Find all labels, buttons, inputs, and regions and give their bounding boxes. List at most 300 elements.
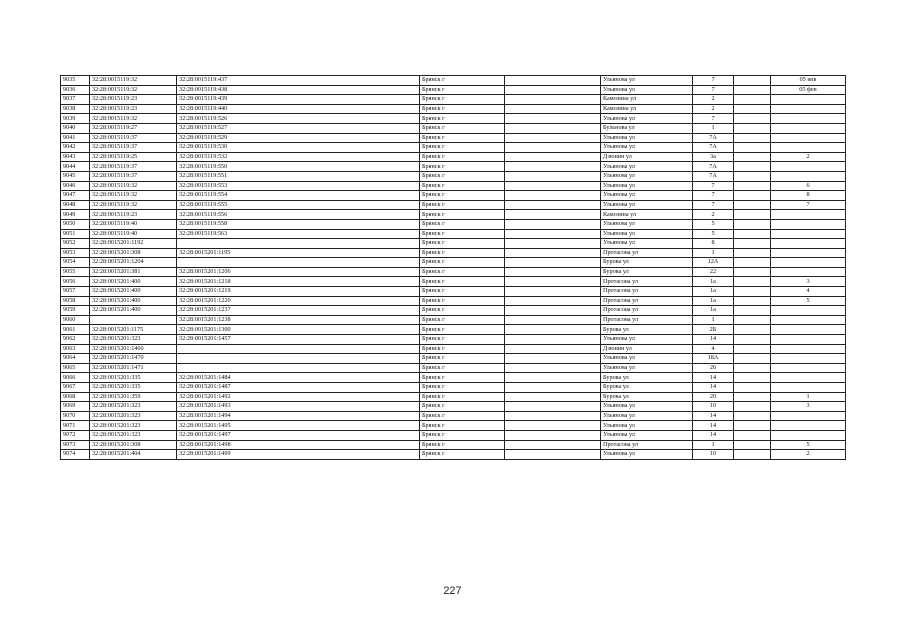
street-cell: Дзюнин ул: [601, 152, 693, 162]
city-cell: Брянск г: [420, 402, 505, 412]
locality-cell: [505, 229, 601, 239]
street-cell: Ульянова ул: [601, 363, 693, 373]
locality-cell: [505, 277, 601, 287]
apartment-cell: [771, 171, 846, 181]
house-number-cell: 3а: [693, 152, 734, 162]
apartment-cell: [771, 373, 846, 383]
row-number-cell: 9056: [61, 277, 90, 287]
building-cell: [734, 325, 771, 335]
city-cell: Брянск г: [420, 200, 505, 210]
row-number-cell: 9071: [61, 421, 90, 431]
cadastral-number-cell: 32:28:0015119:439: [177, 95, 420, 105]
city-cell: Брянск г: [420, 239, 505, 249]
building-cell: [734, 450, 771, 460]
cadastral-number-cell: 32:28:0015119:558: [177, 219, 420, 229]
parent-cadastral-number-cell: 32:28:0015201:323: [90, 421, 177, 431]
table-row: [61, 76, 846, 86]
cadastral-number-cell: 32:28:0015201:1219: [177, 287, 420, 297]
apartment-cell: [771, 306, 846, 316]
row-number-cell: 9040: [61, 123, 90, 133]
parent-cadastral-number-cell: 32:28:0015119:32: [90, 85, 177, 95]
house-number-cell: 26: [693, 363, 734, 373]
locality-cell: [505, 315, 601, 325]
house-number-cell: 14: [693, 430, 734, 440]
parent-cadastral-number-cell: 32:28:0015119:40: [90, 229, 177, 239]
table-row: [61, 325, 846, 335]
row-number-cell: 9035: [61, 76, 90, 86]
row-number-cell: 9042: [61, 143, 90, 153]
house-number-cell: 2: [693, 210, 734, 220]
building-cell: [734, 143, 771, 153]
building-cell: [734, 277, 771, 287]
cadastral-number-cell: 32:28:0015201:1195: [177, 248, 420, 258]
city-cell: Брянск г: [420, 267, 505, 277]
table-row: [61, 133, 846, 143]
building-cell: [734, 210, 771, 220]
apartment-cell: 5: [771, 440, 846, 450]
house-number-cell: 7: [693, 200, 734, 210]
parent-cadastral-number-cell: 32:28:0015201:400: [90, 296, 177, 306]
house-number-cell: 7А: [693, 133, 734, 143]
house-number-cell: 7: [693, 76, 734, 86]
street-cell: Ульянова ул: [601, 162, 693, 172]
street-cell: Ульянова ул: [601, 133, 693, 143]
locality-cell: [505, 123, 601, 133]
row-number-cell: 9039: [61, 114, 90, 124]
street-cell: Бульнова ул: [601, 123, 693, 133]
city-cell: Брянск г: [420, 325, 505, 335]
house-number-cell: 1: [693, 248, 734, 258]
cadastral-number-cell: 32:28:0015201:1484: [177, 373, 420, 383]
table-row: [61, 363, 846, 373]
table-row: [61, 239, 846, 249]
apartment-cell: 5: [771, 296, 846, 306]
street-cell: Камозина ул: [601, 95, 693, 105]
table-row: [61, 210, 846, 220]
row-number-cell: 9049: [61, 210, 90, 220]
cadastral-number-cell: 32:28:0015201:1498: [177, 440, 420, 450]
table-row: [61, 335, 846, 345]
parent-cadastral-number-cell: 32:28:0015201:308: [90, 248, 177, 258]
house-number-cell: 7А: [693, 162, 734, 172]
locality-cell: [505, 344, 601, 354]
street-cell: Ульянова ул: [601, 421, 693, 431]
house-number-cell: 5: [693, 229, 734, 239]
street-cell: Ульянова ул: [601, 114, 693, 124]
apartment-cell: [771, 239, 846, 249]
street-cell: Ульянова ул: [601, 219, 693, 229]
apartment-cell: [771, 248, 846, 258]
row-number-cell: 9062: [61, 335, 90, 345]
locality-cell: [505, 450, 601, 460]
parent-cadastral-number-cell: 32:28:0015119:37: [90, 143, 177, 153]
cadastral-number-cell: 32:28:0015201:1487: [177, 383, 420, 393]
apartment-cell: [771, 315, 846, 325]
building-cell: [734, 248, 771, 258]
table-row: [61, 296, 846, 306]
table-row: [61, 258, 846, 268]
cadastral-number-cell: [177, 354, 420, 364]
city-cell: Брянск г: [420, 421, 505, 431]
locality-cell: [505, 287, 601, 297]
locality-cell: [505, 267, 601, 277]
row-number-cell: 9036: [61, 85, 90, 95]
building-cell: [734, 430, 771, 440]
city-cell: Брянск г: [420, 219, 505, 229]
locality-cell: [505, 239, 601, 249]
city-cell: Брянск г: [420, 229, 505, 239]
house-number-cell: 1а: [693, 296, 734, 306]
parent-cadastral-number-cell: 32:28:0015119:27: [90, 123, 177, 133]
house-number-cell: 20: [693, 392, 734, 402]
table-row: [61, 114, 846, 124]
city-cell: Брянск г: [420, 248, 505, 258]
building-cell: [734, 315, 771, 325]
locality-cell: [505, 191, 601, 201]
house-number-cell: 2: [693, 95, 734, 105]
page-number: 227: [443, 585, 462, 597]
parent-cadastral-number-cell: 32:28:0015201:381: [90, 267, 177, 277]
parent-cadastral-number-cell: 32:28:0015201:404: [90, 450, 177, 460]
row-number-cell: 9070: [61, 411, 90, 421]
building-cell: [734, 219, 771, 229]
locality-cell: [505, 296, 601, 306]
house-number-cell: 7: [693, 181, 734, 191]
city-cell: Брянск г: [420, 392, 505, 402]
apartment-cell: [771, 267, 846, 277]
row-number-cell: 9065: [61, 363, 90, 373]
locality-cell: [505, 306, 601, 316]
row-number-cell: 9050: [61, 219, 90, 229]
row-number-cell: 9045: [61, 171, 90, 181]
cadastral-number-cell: 32:28:0015201:1497: [177, 430, 420, 440]
cadastral-number-cell: 32:28:0015119:551: [177, 171, 420, 181]
row-number-cell: 9047: [61, 191, 90, 201]
cadastral-number-cell: 32:28:0015119:550: [177, 162, 420, 172]
house-number-cell: 7: [693, 85, 734, 95]
building-cell: [734, 296, 771, 306]
row-number-cell: 9037: [61, 95, 90, 105]
apartment-cell: 3: [771, 277, 846, 287]
building-cell: [734, 181, 771, 191]
parent-cadastral-number-cell: 32:28:0015119:23: [90, 95, 177, 105]
house-number-cell: 10: [693, 450, 734, 460]
city-cell: Брянск г: [420, 344, 505, 354]
locality-cell: [505, 95, 601, 105]
city-cell: Брянск г: [420, 363, 505, 373]
building-cell: [734, 76, 771, 86]
house-number-cell: 10: [693, 402, 734, 412]
cadastral-number-cell: 32:28:0015201:1237: [177, 306, 420, 316]
street-cell: Дзюнин ул: [601, 344, 693, 354]
row-number-cell: 9068: [61, 392, 90, 402]
building-cell: [734, 95, 771, 105]
apartment-cell: [771, 210, 846, 220]
apartment-cell: 4: [771, 287, 846, 297]
cadastral-number-cell: 32:28:0015201:1218: [177, 277, 420, 287]
city-cell: Брянск г: [420, 383, 505, 393]
locality-cell: [505, 143, 601, 153]
apartment-cell: [771, 258, 846, 268]
row-number-cell: 9066: [61, 373, 90, 383]
street-cell: Ульянова ул: [601, 402, 693, 412]
locality-cell: [505, 85, 601, 95]
street-cell: Протасова ул: [601, 277, 693, 287]
street-cell: Камозина ул: [601, 210, 693, 220]
city-cell: Брянск г: [420, 133, 505, 143]
parent-cadastral-number-cell: 32:28:0015119:25: [90, 152, 177, 162]
building-cell: [734, 114, 771, 124]
building-cell: [734, 123, 771, 133]
city-cell: Брянск г: [420, 114, 505, 124]
parent-cadastral-number-cell: 32:28:0015119:32: [90, 191, 177, 201]
house-number-cell: 7: [693, 114, 734, 124]
building-cell: [734, 392, 771, 402]
apartment-cell: [771, 344, 846, 354]
city-cell: Брянск г: [420, 95, 505, 105]
parent-cadastral-number-cell: 32:28:0015201:323: [90, 411, 177, 421]
city-cell: Брянск г: [420, 354, 505, 364]
table-row: [61, 229, 846, 239]
table-row: [61, 162, 846, 172]
cadastral-number-cell: 32:28:0015119:530: [177, 143, 420, 153]
cadastral-number-cell: 32:28:0015119:438: [177, 85, 420, 95]
parent-cadastral-number-cell: 32:28:0015201:1470: [90, 354, 177, 364]
house-number-cell: 4: [693, 344, 734, 354]
city-cell: Брянск г: [420, 296, 505, 306]
row-number-cell: 9053: [61, 248, 90, 258]
cadastral-number-cell: 32:28:0015201:1220: [177, 296, 420, 306]
apartment-cell: [771, 325, 846, 335]
table-row: [61, 181, 846, 191]
apartment-cell: 2: [771, 450, 846, 460]
building-cell: [734, 258, 771, 268]
building-cell: [734, 287, 771, 297]
locality-cell: [505, 421, 601, 431]
row-number-cell: 9064: [61, 354, 90, 364]
locality-cell: [505, 411, 601, 421]
cadastral-number-cell: 32:28:0015119:527: [177, 123, 420, 133]
street-cell: Бурова ул: [601, 267, 693, 277]
street-cell: Ульянова ул: [601, 229, 693, 239]
house-number-cell: 12А: [693, 258, 734, 268]
city-cell: Брянск г: [420, 315, 505, 325]
parent-cadastral-number-cell: 32:28:0015201:1471: [90, 363, 177, 373]
street-cell: Ульянова ул: [601, 181, 693, 191]
locality-cell: [505, 335, 601, 345]
cadastral-number-cell: 32:28:0015119:553: [177, 181, 420, 191]
table-row: [61, 315, 846, 325]
cadastral-number-cell: 32:28:0015119:529: [177, 133, 420, 143]
row-number-cell: 9063: [61, 344, 90, 354]
parent-cadastral-number-cell: 32:28:0015119:23: [90, 104, 177, 114]
locality-cell: [505, 440, 601, 450]
table-row: [61, 171, 846, 181]
table-row: [61, 430, 846, 440]
street-cell: Бурова ул: [601, 383, 693, 393]
locality-cell: [505, 219, 601, 229]
locality-cell: [505, 430, 601, 440]
table-row: [61, 267, 846, 277]
apartment-cell: [771, 354, 846, 364]
house-number-cell: 14: [693, 411, 734, 421]
cadastral-number-cell: [177, 258, 420, 268]
city-cell: Брянск г: [420, 162, 505, 172]
table-row: [61, 143, 846, 153]
city-cell: Брянск г: [420, 450, 505, 460]
apartment-cell: 05 янв: [771, 76, 846, 86]
cadastral-number-cell: 32:28:0015201:1495: [177, 421, 420, 431]
cadastral-number-cell: 32:28:0015201:1492: [177, 392, 420, 402]
building-cell: [734, 373, 771, 383]
locality-cell: [505, 248, 601, 258]
city-cell: Брянск г: [420, 287, 505, 297]
apartment-cell: [771, 162, 846, 172]
row-number-cell: 9051: [61, 229, 90, 239]
locality-cell: [505, 325, 601, 335]
row-number-cell: 9067: [61, 383, 90, 393]
table-row: [61, 277, 846, 287]
apartment-cell: [771, 143, 846, 153]
locality-cell: [505, 258, 601, 268]
row-number-cell: 9038: [61, 104, 90, 114]
apartment-cell: [771, 114, 846, 124]
building-cell: [734, 335, 771, 345]
city-cell: Брянск г: [420, 335, 505, 345]
locality-cell: [505, 76, 601, 86]
table-row: [61, 200, 846, 210]
table-row: [61, 306, 846, 316]
city-cell: Брянск г: [420, 430, 505, 440]
house-number-cell: 1а: [693, 287, 734, 297]
apartment-cell: [771, 219, 846, 229]
building-cell: [734, 85, 771, 95]
row-number-cell: 9048: [61, 200, 90, 210]
cadastral-number-cell: 32:28:0015201:1300: [177, 325, 420, 335]
parent-cadastral-number-cell: 32:28:0015201:400: [90, 287, 177, 297]
street-cell: Ульянова ул: [601, 239, 693, 249]
apartment-cell: 7: [771, 200, 846, 210]
building-cell: [734, 104, 771, 114]
registry-table-body: [61, 76, 846, 460]
locality-cell: [505, 392, 601, 402]
registry-table: [60, 75, 846, 460]
apartment-cell: [771, 411, 846, 421]
building-cell: [734, 267, 771, 277]
parent-cadastral-number-cell: 32:28:0015201:1460: [90, 344, 177, 354]
parent-cadastral-number-cell: 32:28:0015201:400: [90, 277, 177, 287]
parent-cadastral-number-cell: 32:28:0015201:400: [90, 306, 177, 316]
table-row: [61, 248, 846, 258]
apartment-cell: [771, 363, 846, 373]
apartment-cell: [771, 335, 846, 345]
cadastral-number-cell: 32:28:0015201:1206: [177, 267, 420, 277]
house-number-cell: 14: [693, 421, 734, 431]
building-cell: [734, 363, 771, 373]
house-number-cell: 22: [693, 267, 734, 277]
table-row: [61, 440, 846, 450]
locality-cell: [505, 383, 601, 393]
apartment-cell: [771, 104, 846, 114]
parent-cadastral-number-cell: 32:28:0015201:1204: [90, 258, 177, 268]
locality-cell: [505, 152, 601, 162]
building-cell: [734, 440, 771, 450]
building-cell: [734, 383, 771, 393]
house-number-cell: 1: [693, 440, 734, 450]
parent-cadastral-number-cell: 32:28:0015201:323: [90, 430, 177, 440]
apartment-cell: [771, 430, 846, 440]
locality-cell: [505, 162, 601, 172]
house-number-cell: 5: [693, 219, 734, 229]
locality-cell: [505, 104, 601, 114]
table-row: [61, 383, 846, 393]
street-cell: Протасова ул: [601, 296, 693, 306]
street-cell: Ульянова ул: [601, 430, 693, 440]
table-row: [61, 411, 846, 421]
row-number-cell: 9044: [61, 162, 90, 172]
city-cell: Брянск г: [420, 123, 505, 133]
locality-cell: [505, 210, 601, 220]
locality-cell: [505, 402, 601, 412]
building-cell: [734, 239, 771, 249]
cadastral-number-cell: 32:28:0015119:532: [177, 152, 420, 162]
row-number-cell: 9060: [61, 315, 90, 325]
city-cell: Брянск г: [420, 171, 505, 181]
row-number-cell: 9041: [61, 133, 90, 143]
street-cell: Протасова ул: [601, 306, 693, 316]
row-number-cell: 9054: [61, 258, 90, 268]
row-number-cell: 9057: [61, 287, 90, 297]
apartment-cell: 3: [771, 402, 846, 412]
house-number-cell: 1а: [693, 306, 734, 316]
row-number-cell: 9074: [61, 450, 90, 460]
street-cell: Протасова ул: [601, 315, 693, 325]
city-cell: Брянск г: [420, 210, 505, 220]
row-number-cell: 9072: [61, 430, 90, 440]
house-number-cell: 7А: [693, 171, 734, 181]
street-cell: Ульянова ул: [601, 76, 693, 86]
street-cell: Ульянова ул: [601, 335, 693, 345]
apartment-cell: [771, 383, 846, 393]
apartment-cell: [771, 133, 846, 143]
cadastral-number-cell: 32:28:0015201:1499: [177, 450, 420, 460]
row-number-cell: 9052: [61, 239, 90, 249]
house-number-cell: 1: [693, 123, 734, 133]
apartment-cell: 2: [771, 152, 846, 162]
street-cell: Ульянова ул: [601, 200, 693, 210]
house-number-cell: 14: [693, 335, 734, 345]
cadastral-number-cell: [177, 239, 420, 249]
city-cell: Брянск г: [420, 152, 505, 162]
house-number-cell: 18А: [693, 354, 734, 364]
cadastral-number-cell: 32:28:0015119:563: [177, 229, 420, 239]
cadastral-number-cell: 32:28:0015119:556: [177, 210, 420, 220]
street-cell: Ульянова ул: [601, 354, 693, 364]
table-row: [61, 219, 846, 229]
city-cell: Брянск г: [420, 277, 505, 287]
parent-cadastral-number-cell: 32:28:0015201:1175: [90, 325, 177, 335]
cadastral-number-cell: 32:28:0015201:1494: [177, 411, 420, 421]
building-cell: [734, 171, 771, 181]
apartment-cell: 8: [771, 191, 846, 201]
apartment-cell: [771, 95, 846, 105]
row-number-cell: 9061: [61, 325, 90, 335]
street-cell: Ульянова ул: [601, 450, 693, 460]
city-cell: Брянск г: [420, 85, 505, 95]
building-cell: [734, 133, 771, 143]
apartment-cell: [771, 229, 846, 239]
house-number-cell: 14: [693, 383, 734, 393]
